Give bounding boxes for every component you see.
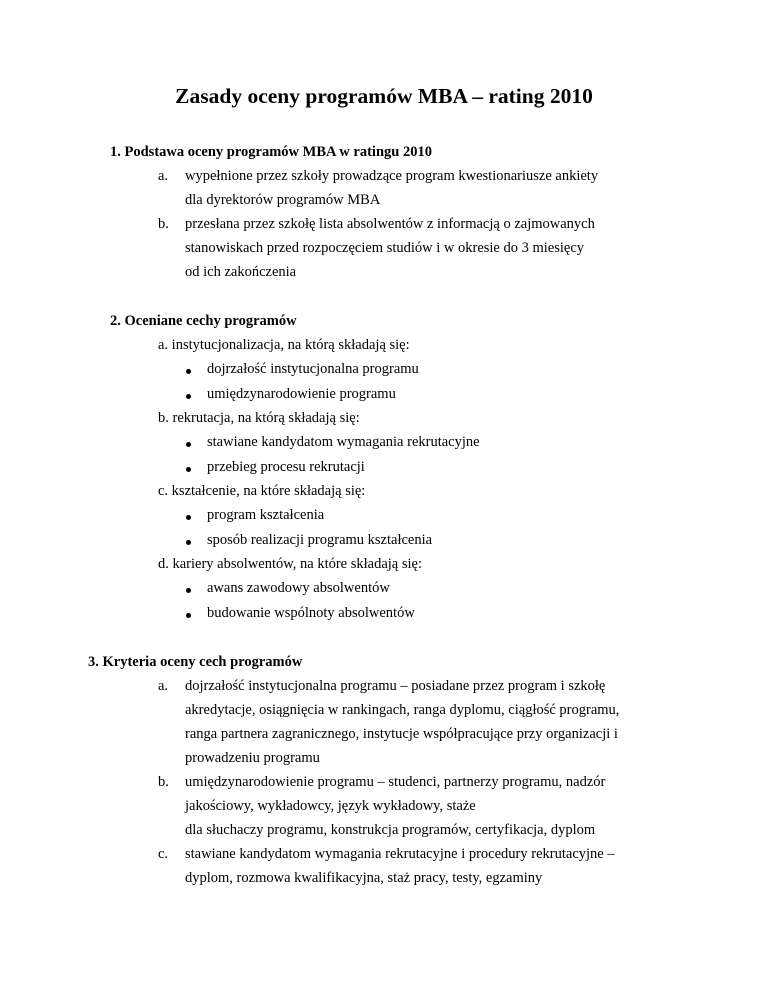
section-1-heading: 1. Podstawa oceny programów MBA w ratingu 2010 bbox=[110, 144, 432, 160]
bullet-icon bbox=[186, 442, 191, 447]
section-3-item-b-line-1: umiędzynarodowienie programu – studenci, partnerzy programu, nadzór bbox=[185, 774, 606, 790]
section-3-item-a-line-3: ranga partnera zagranicznego, instytucje współpracujące przy organizacji i bbox=[185, 726, 618, 742]
section-2-group-a-label: a. instytucjonalizacja, na którą składają się: bbox=[158, 337, 410, 353]
section-2-group-b-bullet-1: stawiane kandydatom wymagania rekrutacyjne bbox=[207, 434, 480, 450]
section-1-item-b-marker: b. bbox=[158, 216, 169, 232]
section-2-group-a-bullet-2: umiędzynarodowienie programu bbox=[207, 386, 396, 402]
bullet-icon bbox=[186, 467, 191, 472]
section-2-group-c-bullet-2: sposób realizacji programu kształcenia bbox=[207, 532, 433, 548]
page-title: Zasady oceny programów MBA – rating 2010 bbox=[175, 84, 593, 108]
bullet-icon bbox=[186, 394, 191, 399]
section-2-group-c-label: c. kształcenie, na które składają się: bbox=[158, 483, 366, 499]
section-1-item-a-marker: a. bbox=[158, 168, 169, 184]
section-3-item-b-line-2: jakościowy, wykładowcy, język wykładowy, staże bbox=[185, 798, 476, 814]
bullet-icon bbox=[186, 515, 191, 520]
section-3-item-c-line-2: dyplom, rozmowa kwalifikacyjna, staż pracy, testy, egzaminy bbox=[185, 870, 543, 886]
section-3-item-a-marker: a. bbox=[158, 678, 169, 694]
section-1-item-a-line-2: dla dyrektorów programów MBA bbox=[185, 192, 381, 208]
section-2-heading: 2. Oceniane cechy programów bbox=[110, 313, 297, 329]
section-2-group-d-bullet-2: budowanie wspólnoty absolwentów bbox=[207, 605, 415, 621]
section-3-item-a-line-4: prowadzeniu programu bbox=[185, 750, 320, 766]
section-2-group-a-bullet-1: dojrzałość instytucjonalna programu bbox=[207, 361, 419, 377]
section-3-heading: 3. Kryteria oceny cech programów bbox=[88, 654, 303, 670]
section-3-item-b-marker: b. bbox=[158, 774, 169, 790]
section-2-group-b-bullet-2: przebieg procesu rekrutacji bbox=[207, 459, 365, 475]
section-2-group-c-bullet-1: program kształcenia bbox=[207, 507, 325, 523]
bullet-icon bbox=[186, 540, 191, 545]
section-3-item-a-line-2: akredytacje, osiągnięcia w rankingach, ranga dyplomu, ciągłość programu, bbox=[185, 702, 620, 718]
section-1-item-b-line-3: od ich zakończenia bbox=[185, 264, 297, 280]
section-1-item-a-line-1: wypełnione przez szkoły prowadzące program kwestionariusze ankiety bbox=[185, 168, 599, 184]
section-3-item-a-line-1: dojrzałość instytucjonalna programu – posiadane przez program i szkołę bbox=[185, 678, 606, 694]
bullet-icon bbox=[186, 613, 191, 618]
bullet-icon bbox=[186, 588, 191, 593]
section-3-item-c-line-1: stawiane kandydatom wymagania rekrutacyjne i procedury rekrutacyjne – bbox=[185, 846, 615, 862]
section-1-item-b-line-2: stanowiskach przed rozpoczęciem studiów i w okresie do 3 miesięcy bbox=[185, 240, 585, 256]
bullet-icon bbox=[186, 369, 191, 374]
section-1-item-b-line-1: przesłana przez szkołę lista absolwentów z informacją o zajmowanych bbox=[185, 216, 595, 232]
section-2-group-d-bullet-1: awans zawodowy absolwentów bbox=[207, 580, 390, 596]
section-3-item-b-line-3: dla słuchaczy programu, konstrukcja programów, certyfikacja, dyplom bbox=[185, 822, 596, 838]
section-2-group-b-label: b. rekrutacja, na którą składają się: bbox=[158, 410, 360, 426]
section-3-item-c-marker: c. bbox=[158, 846, 169, 862]
section-2-group-d-label: d. kariery absolwentów, na które składają się: bbox=[158, 556, 423, 572]
